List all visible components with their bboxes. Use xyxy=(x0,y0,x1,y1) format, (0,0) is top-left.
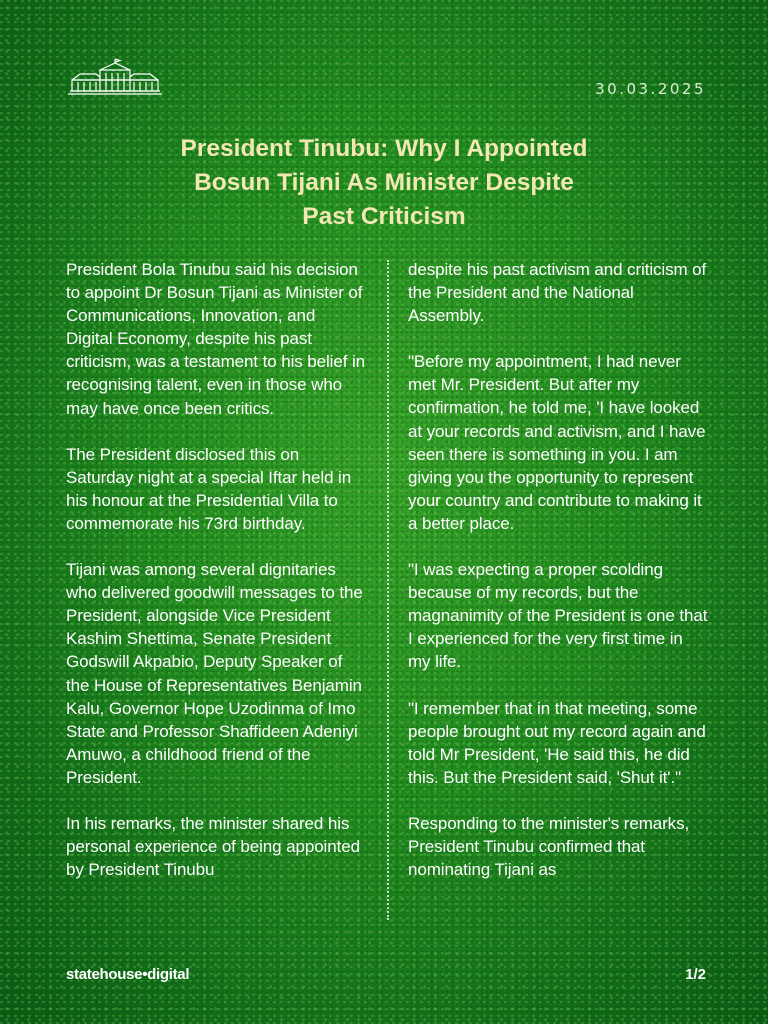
article-paragraph: The President disclosed this on Saturday night at a special Iftar held in his honour at the Presidential Villa to commemorate his 73rd birthday. xyxy=(66,444,352,533)
date-label: 30.03.2025 xyxy=(595,80,706,98)
article-paragraph: Tijani was among several dignitaries who delivered goodwill messages to the President, alongside Vice President Kashim Shettima, Senate President Godswill Akpabio, Deputy Speaker of the House of Representatives Benjamin Kalu, Governor Hope Uzodinma of Imo State and Professor Shaffideen Adeniyi Amuwo, a childhood friend of the President. xyxy=(66,560,363,787)
title-line: President Tinubu: Why I Appointed xyxy=(180,135,588,162)
article-paragraph: "I remember that in that meeting, some people brought out my record again and told Mr President, 'He said this, he did this. But the President said, 'Shut it'." xyxy=(408,698,706,787)
statehouse-building-icon xyxy=(66,58,164,98)
title-line: Past Criticism xyxy=(302,203,466,230)
article-paragraph: President Bola Tinubu said his decision to appoint Dr Bosun Tijani as Minister of Communications, Innovation, and Digital Economy, despite his past criticism, was a testament to his belief in recognising talent, even in those who may have once been critics. xyxy=(66,260,365,418)
article-paragraph: despite his past activism and criticism of the President and the National Assembly. xyxy=(408,260,707,326)
article-paragraph: "Before my appointment, I had never met Mr. President. But after my confirmation, he told me, 'I have looked at your records and activism, and I have seen there is something in you. I am giving you the opportunity to represent your country and contribute to making it a better place. xyxy=(408,352,706,533)
article-column-right xyxy=(408,258,708,904)
title-line: Bosun Tijani As Minister Despite xyxy=(194,169,574,196)
page-number: 1/2 xyxy=(685,966,706,983)
article-column-left xyxy=(66,258,366,904)
article-paragraph: "I was expecting a proper scolding because of my records, but the magnanimity of the President is one that I experienced for the very first time in my life. xyxy=(408,560,708,672)
column-divider xyxy=(387,260,389,920)
article-paragraph: Responding to the minister's remarks, President Tinubu confirmed that nominating Tijani as xyxy=(408,813,690,880)
article-title xyxy=(84,132,684,234)
article-paragraph: In his remarks, the minister shared his personal experience of being appointed by President Tinubu xyxy=(66,813,360,880)
brand-label: statehouse•digital xyxy=(66,966,190,983)
